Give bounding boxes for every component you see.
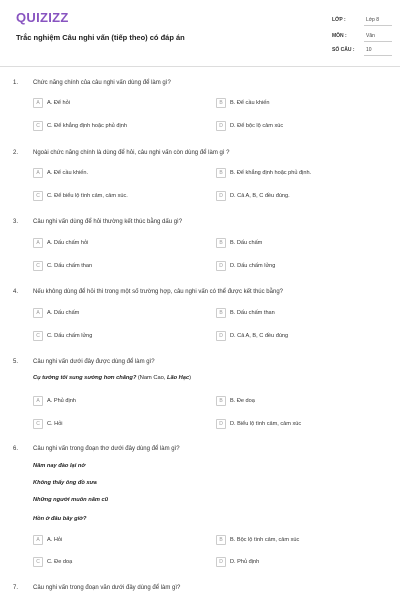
option-text: C. Dấu chấm than — [47, 263, 93, 269]
meta-class-label: LỚP : — [332, 17, 346, 23]
question-text: Câu nghi vấn dưới đây được dùng để làm gì? — [33, 359, 155, 365]
poem-line: Những người muôn năm cũ — [33, 497, 109, 503]
option-text: C. Dấu chấm lửng — [47, 333, 93, 339]
quoted-source-end: ) — [189, 375, 192, 381]
option-c[interactable] — [33, 419, 203, 431]
quoted-work-title: Lão Hạc — [166, 375, 190, 381]
quizizz-logo: QUIZIZZ — [16, 10, 69, 25]
meta-underline — [364, 41, 392, 42]
option-text: D. Biểu lộ tình cảm, cảm xúc — [230, 421, 302, 427]
option-letter-box: A — [33, 535, 43, 545]
question-number: 6. — [13, 446, 19, 452]
meta-class-value: Lớp 8 — [366, 17, 380, 23]
option-letter-box: B — [216, 98, 226, 108]
option-text: B. Dấu chấm than — [230, 310, 275, 316]
question-text: Câu nghi vấn trong đoạn thơ dưới đây dùng để làm gì? — [33, 446, 180, 452]
poem-line: Không thấy ông đồ xưa — [33, 480, 97, 486]
option-d[interactable] — [216, 331, 386, 343]
question-text: Ngoài chức năng chính là dùng để hỏi, câu nghi vấn còn dùng để làm gì ? — [33, 150, 230, 156]
option-letter-box: D — [216, 557, 226, 567]
option-letter-box: C — [33, 419, 43, 429]
option-d[interactable] — [216, 419, 386, 431]
option-text: D. Cả A, B, C đều đúng. — [230, 193, 290, 199]
option-c[interactable] — [33, 261, 203, 273]
option-text: A. Hỏi — [47, 537, 63, 543]
meta-underline — [364, 55, 392, 56]
option-c[interactable] — [33, 557, 203, 569]
option-text: A. Dấu chấm hỏi — [47, 240, 89, 246]
option-text: C. Để biểu lộ tình cảm, cảm xúc. — [47, 193, 128, 199]
option-letter-box: A — [33, 308, 43, 318]
header-divider — [0, 66, 400, 67]
option-text: B. Để khẳng định hoặc phủ định. — [230, 170, 312, 176]
option-a[interactable] — [33, 98, 203, 110]
meta-subject-label: MÔN : — [332, 33, 347, 39]
question-text: Câu nghi vấn trong đoạn văn dưới đây dùng để làm gì? — [33, 585, 181, 591]
quoted-sentence — [33, 375, 191, 381]
option-text: D. Cả A, B, C đều đúng — [230, 333, 289, 339]
option-c[interactable] — [33, 331, 203, 343]
option-letter-box: B — [216, 308, 226, 318]
option-letter-box: A — [33, 98, 43, 108]
option-a[interactable] — [33, 535, 203, 547]
option-b[interactable] — [216, 308, 386, 320]
option-text: B. Đe doạ — [230, 398, 255, 404]
poem-line: Năm nay đào lại nở — [33, 463, 86, 469]
option-letter-box: C — [33, 331, 43, 341]
option-a[interactable] — [33, 396, 203, 408]
meta-count-label: SỐ CÂU : — [332, 47, 355, 53]
meta-underline — [364, 25, 392, 26]
option-letter-box: C — [33, 191, 43, 201]
question-number: 4. — [13, 289, 19, 295]
question-text: Chức năng chính của câu nghi vấn dùng để làm gì? — [33, 80, 171, 86]
question-number: 7. — [13, 585, 19, 591]
option-letter-box: D — [216, 419, 226, 429]
option-a[interactable] — [33, 238, 203, 250]
option-letter-box: D — [216, 191, 226, 201]
quoted-sentence-text: Cụ tưởng tôi sung sướng hơn chăng? — [33, 375, 137, 381]
poem-line: Hồn ở đâu bây giờ? — [33, 516, 87, 522]
meta-count-value: 10 — [366, 47, 372, 53]
option-b[interactable] — [216, 238, 386, 250]
option-text: A. Dấu chấm — [47, 310, 80, 316]
option-b[interactable] — [216, 535, 386, 547]
meta-subject-value: Văn — [366, 33, 375, 39]
option-c[interactable] — [33, 191, 203, 203]
option-letter-box: D — [216, 331, 226, 341]
page-title: Trắc nghiệm Câu nghi vấn (tiếp theo) có đáp án — [16, 33, 185, 42]
option-text: D. Dấu chấm lửng — [230, 263, 276, 269]
option-letter-box: B — [216, 535, 226, 545]
option-c[interactable] — [33, 121, 203, 133]
option-letter-box: A — [33, 238, 43, 248]
quoted-source: (Nam Cao, — [136, 375, 167, 381]
option-letter-box: B — [216, 238, 226, 248]
option-b[interactable] — [216, 168, 386, 180]
option-text: C. Hỏi — [47, 421, 63, 427]
option-d[interactable] — [216, 261, 386, 273]
option-text: A. Để cầu khiến. — [47, 170, 89, 176]
question-text: Nếu không dùng để hỏi thì trong một số trường hợp, câu nghi vấn có thể được kết thúc bằng? — [33, 289, 283, 295]
option-letter-box: A — [33, 396, 43, 406]
option-text: C. Để khẳng định hoặc phủ định — [47, 123, 127, 129]
option-letter-box: A — [33, 168, 43, 178]
option-letter-box: C — [33, 557, 43, 567]
question-number: 1. — [13, 80, 19, 86]
option-a[interactable] — [33, 168, 203, 180]
option-text: B. Bộc lộ tình cảm, cảm xúc — [230, 537, 300, 543]
option-letter-box: D — [216, 261, 226, 271]
option-d[interactable] — [216, 191, 386, 203]
option-d[interactable] — [216, 121, 386, 133]
option-letter-box: B — [216, 396, 226, 406]
option-letter-box: B — [216, 168, 226, 178]
option-text: B. Dấu chấm — [230, 240, 263, 246]
option-letter-box: D — [216, 121, 226, 131]
question-number: 3. — [13, 219, 19, 225]
option-a[interactable] — [33, 308, 203, 320]
option-text: D. Để bộc lộ cảm xúc — [230, 123, 284, 129]
question-text: Câu nghi vấn dùng để hỏi thường kết thúc bằng dấu gì? — [33, 219, 183, 225]
question-number: 2. — [13, 150, 19, 156]
question-number: 5. — [13, 359, 19, 365]
option-b[interactable] — [216, 396, 386, 408]
option-letter-box: C — [33, 121, 43, 131]
option-text: B. Để cầu khiến — [230, 100, 270, 106]
worksheet-header — [0, 0, 400, 66]
option-text: C. Đe doạ — [47, 559, 73, 565]
option-b[interactable] — [216, 98, 386, 110]
option-letter-box: C — [33, 261, 43, 271]
option-text: D. Phủ định — [230, 559, 260, 565]
option-text: A. Để hỏi — [47, 100, 71, 106]
option-d[interactable] — [216, 557, 386, 569]
option-text: A. Phủ định — [47, 398, 76, 404]
